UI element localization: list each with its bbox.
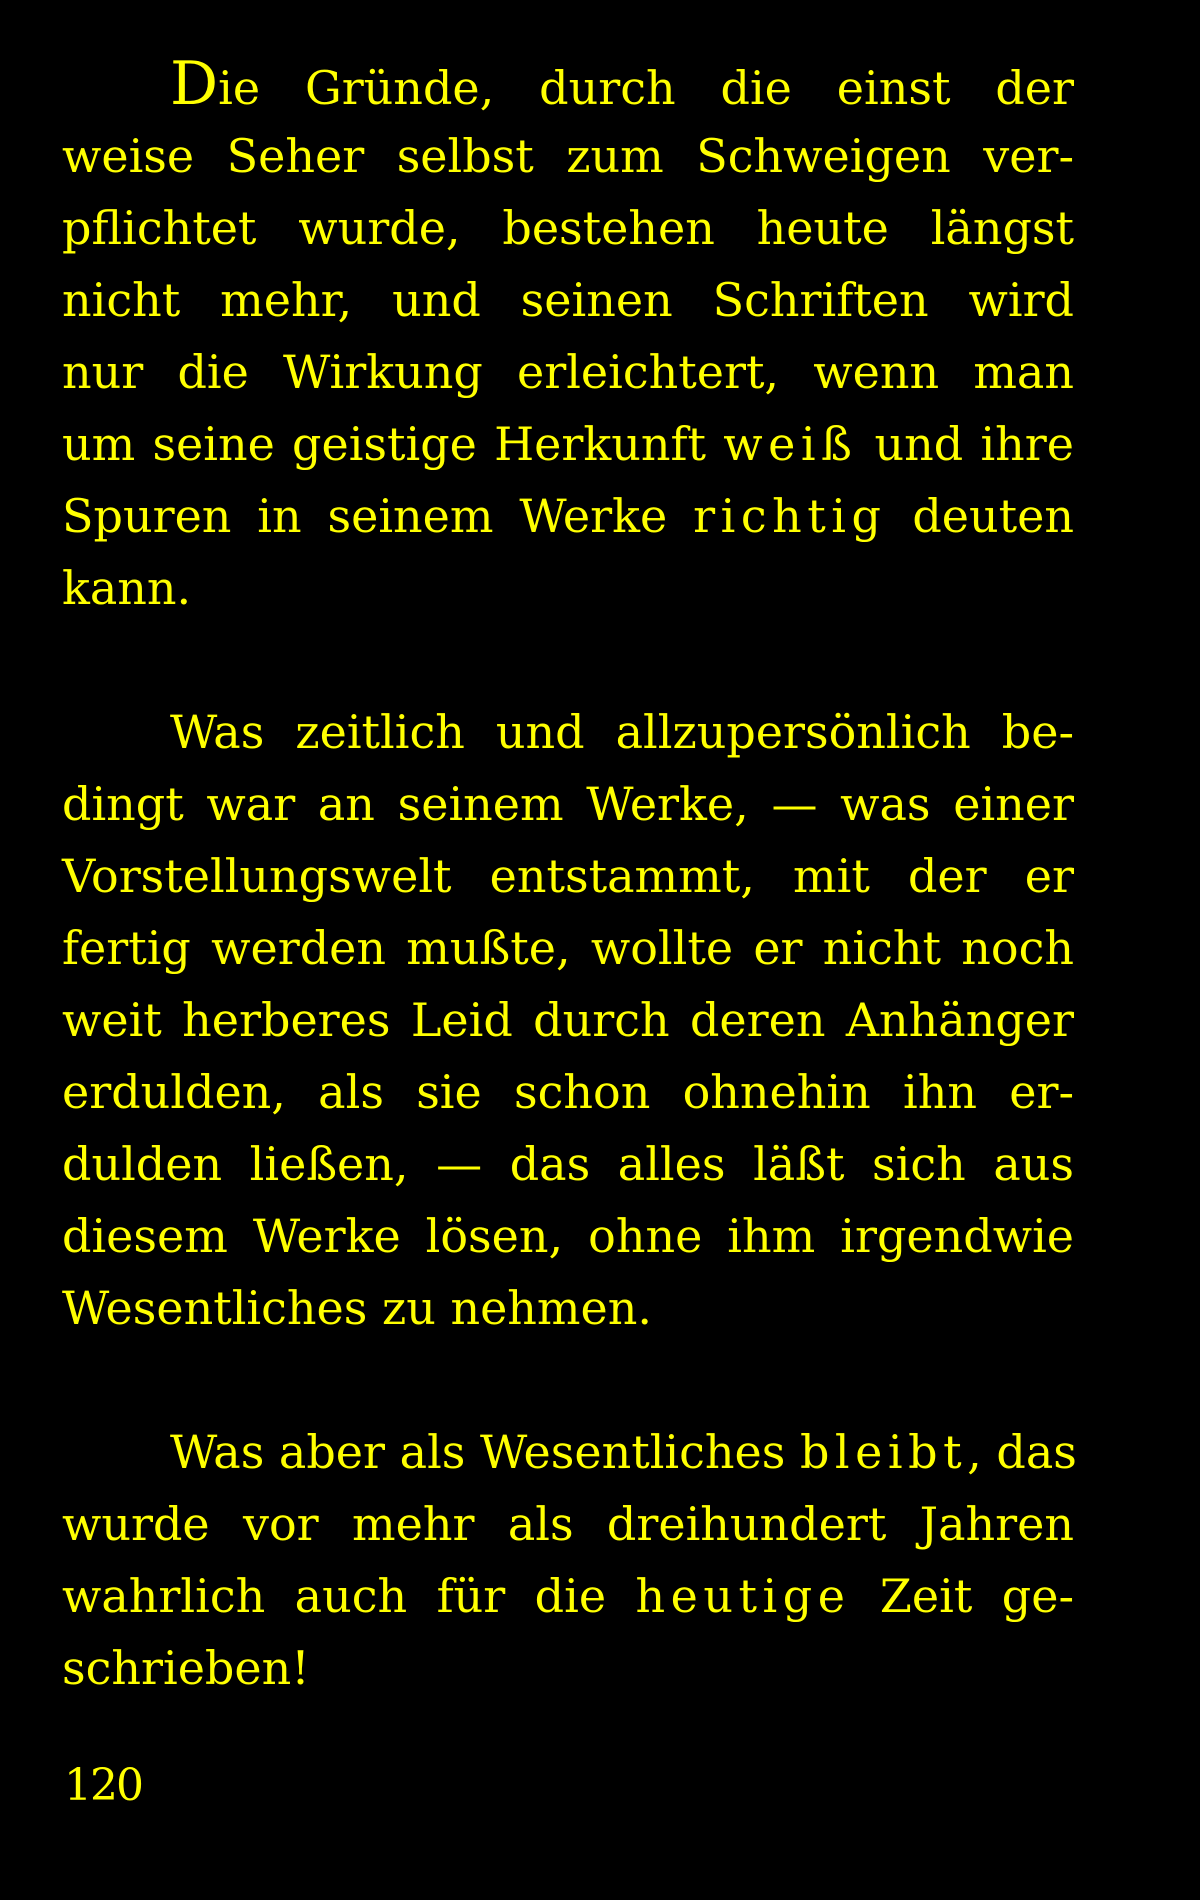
text-line: Spuren in seinem Werke richtig deuten: [62, 489, 1074, 543]
text-line: Wesentliches zu nehmen.: [62, 1281, 653, 1335]
text-line: Was zeitlich und allzupersönlich be-: [170, 705, 1074, 759]
text-line: Was aber als Wesentliches bleibt, das: [170, 1425, 1077, 1479]
emphasized-word: heutige: [635, 1569, 851, 1623]
text-line: Die Gründe, durch die einst der: [170, 49, 1074, 119]
text-line: fertig werden mußte, wollte er nicht noch: [62, 921, 1074, 975]
text-line: wurde vor mehr als dreihundert Jahren: [62, 1497, 1074, 1551]
text-line: kann.: [62, 561, 192, 615]
paragraph-1: [62, 48, 1074, 624]
text-line: weise Seher selbst zum Schweigen ver-: [62, 129, 1074, 183]
text-line: pflichtet wurde, bestehen heute längst: [62, 201, 1074, 255]
text-line: um seine geistige Herkunft weiß und ihre: [62, 417, 1074, 471]
text-line: weit herberes Leid durch deren Anhänger: [62, 993, 1074, 1047]
text-line: nicht mehr, und seinen Schriften wird: [62, 273, 1074, 327]
initial-letter: D: [170, 49, 219, 119]
paragraph-3: [62, 1416, 1077, 1704]
paragraph-gap: [62, 1344, 1074, 1416]
text-line: dingt war an seinem Werke, — was einer: [62, 777, 1074, 831]
page-number: 120: [64, 1760, 142, 1811]
paragraph-gap: [62, 624, 1074, 696]
text-line: wahrlich auch für die heutige Zeit ge-: [62, 1569, 1074, 1623]
emphasized-word: bleibt: [799, 1425, 968, 1479]
text-line: diesem Werke lösen, ohne ihm irgendwie: [62, 1209, 1074, 1263]
book-page-text: [62, 48, 1077, 1704]
paragraph-2: [62, 696, 1074, 1344]
emphasized-word: weiß: [723, 417, 858, 471]
emphasized-word: richtig: [693, 489, 887, 543]
text-line: Vorstellungswelt entstammt, mit der er: [62, 849, 1074, 903]
text-line: nur die Wirkung erleichtert, wenn man: [62, 345, 1074, 399]
text-line: erdulden, als sie schon ohnehin ihn er-: [62, 1065, 1074, 1119]
text-line: dulden ließen, — das alles läßt sich aus: [62, 1137, 1074, 1191]
text-line: schrieben!: [62, 1641, 310, 1695]
